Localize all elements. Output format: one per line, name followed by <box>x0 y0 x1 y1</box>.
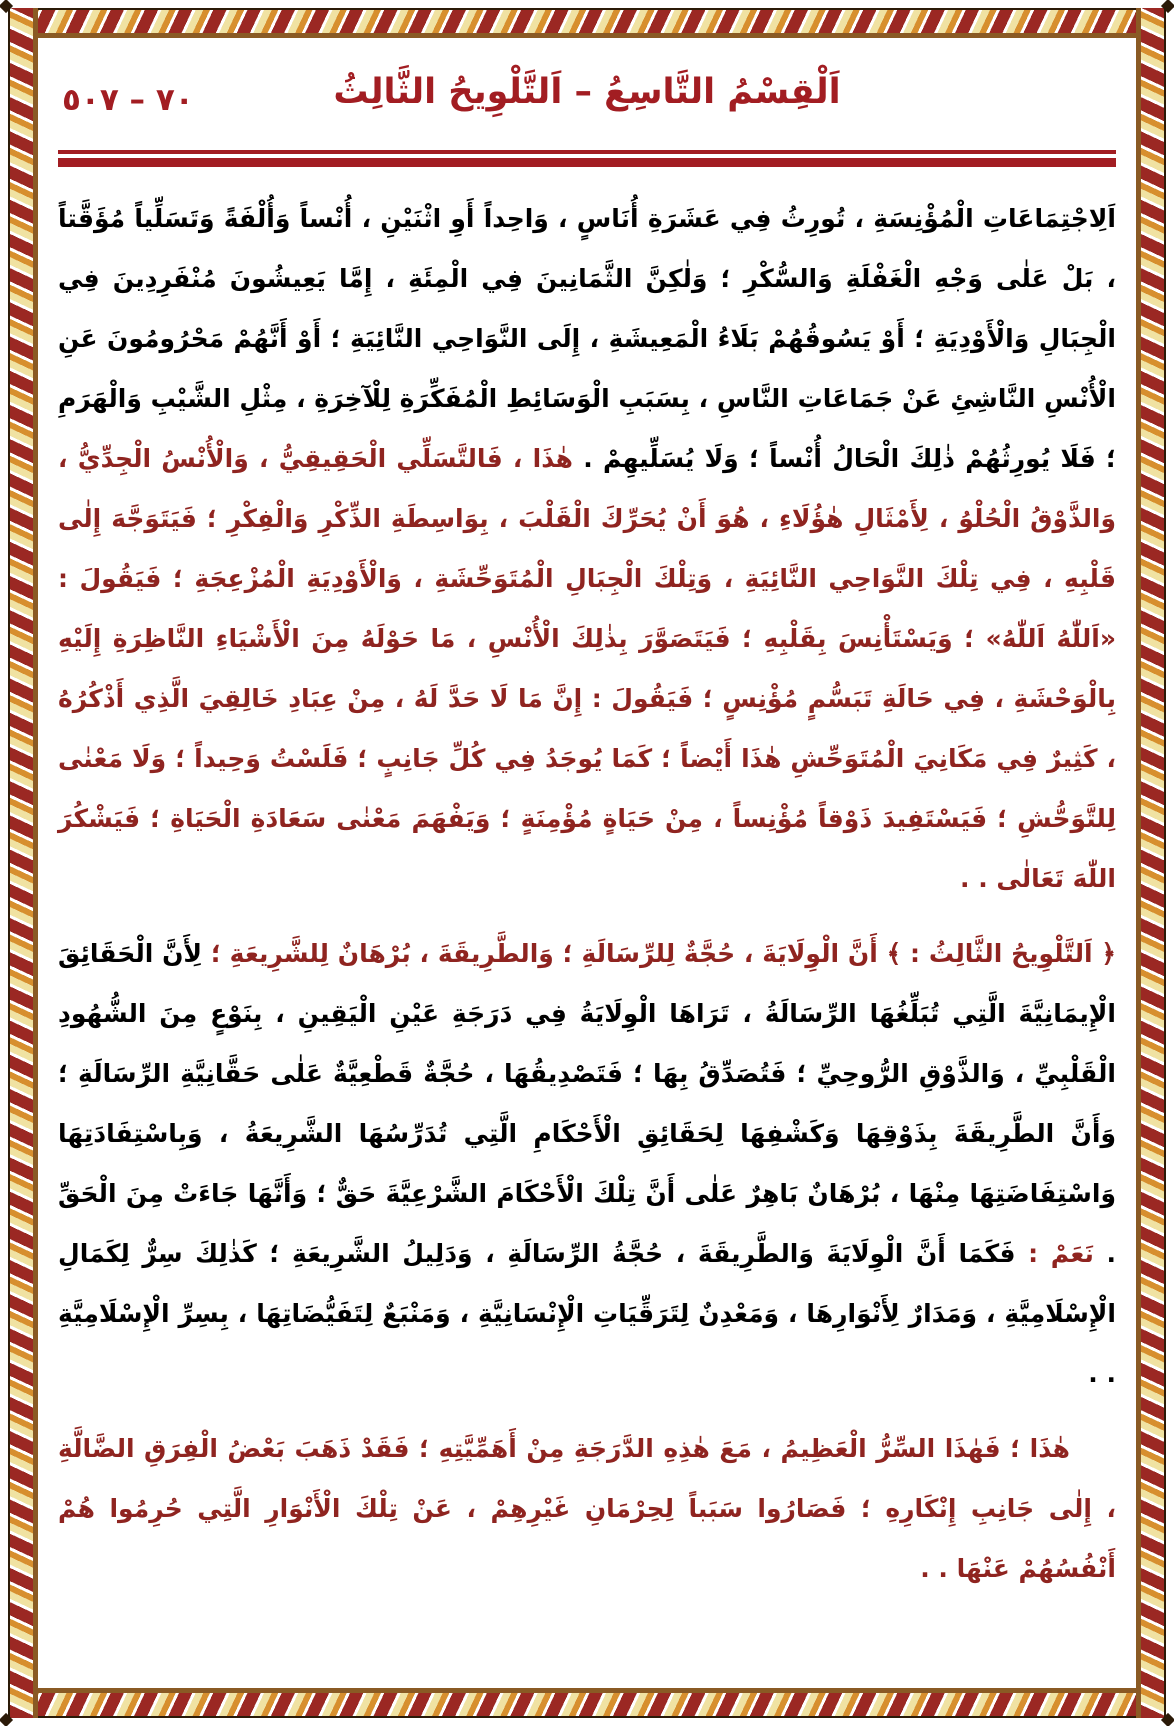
paragraph-2-heading-run: ﴿ اَلتَّلْوِيحُ الثَّالِثُ : ﴾ أَنَّ الْوِلَايَةَ ، حُجَّةٌ لِلرِّسَالَةِ ؛ وَالطَّرِيقَةَ ، بُرْهَانٌ لِلشَّرِيعَةِ ؛ <box>202 939 1116 968</box>
header-divider <box>58 150 1116 167</box>
paragraph-3 <box>58 1419 1116 1599</box>
ornamental-border-top <box>8 8 1166 38</box>
ornamental-border-right <box>1136 8 1166 1718</box>
page-header <box>58 62 1116 140</box>
ornamental-border-bottom <box>8 1688 1166 1718</box>
paragraph-3-red-run: هٰذَا ؛ فَهٰذَا السِّرُّ الْعَظِيمُ ، مَعَ هٰذِهِ الدَّرَجَةِ مِنْ أَهَمِّيَّتِهِ ؛ فَقَدْ ذَهَبَ بَعْضُ الْفِرَقِ الضَّالَّةِ ، إِلٰى جَانِبِ إِنْكَارِهِ ؛ فَصَارُوا سَبَباً لِحِرْمَانِ غَيْرِهِمْ ، عَنْ تِلْكَ الْأَنْوَارِ الَّتِي حُرِمُوا هُمْ أَنْفُسُهُمْ عَنْهَا . . <box>58 1434 1116 1583</box>
page-number: ٧٠ – ٥٠٧ <box>62 82 194 118</box>
paragraph-2 <box>58 924 1116 1404</box>
paragraph-2-naam-run: نَعَمْ : <box>1015 1239 1094 1268</box>
paragraph-1-red-run: هٰذَا ، فَالتَّسَلِّي الْحَقِيقِيُّ ، وَالْأُنْسُ الْجِدِّيُّ ، وَالذَّوْقُ الْحُلْوُ ، لِأَمْثَالِ هٰؤُلَاءِ ، هُوَ أَنْ يُحَرِّكَ الْقَلْبَ ، بِوَاسِطَةِ الذِّكْرِ وَالْفِكْرِ ؛ فَيَتَوَجَّهَ إِلٰى قَلْبِهِ ، فِي تِلْكَ النَّوَاحِي النَّائِيَةِ ، وَتِلْكَ الْجِبَالِ الْمُتَوَحِّشَةِ ، وَالْأَوْدِيَةِ الْمُزْعِجَةِ ؛ فَيَقُولَ : «اَللّٰهُ اَللّٰهُ» ؛ وَيَسْتَأْنِسَ بِقَلْبِهِ ؛ فَيَتَصَوَّرَ بِذٰلِكَ الْأُنْسِ ، مَا حَوْلَهُ مِنَ الْأَشْيَاءِ النَّاظِرَةِ إِلَيْهِ بِالْوَحْشَةِ ، فِي حَالَةِ تَبَسُّمٍ مُؤْنِسٍ ؛ فَيَقُولَ : إِنَّ مَا لَا حَدَّ لَهُ ، مِنْ عِبَادِ خَالِقِيَ الَّذِي أَذْكُرُهُ ، كَثِيرٌ فِي مَكَانِيَ الْمُتَوَحِّشِ هٰذَا أَيْضاً ؛ كَمَا يُوجَدُ فِي كُلِّ جَانِبٍ ؛ فَلَسْتُ وَحِيداً ؛ وَلَا مَعْنٰى لِلتَّوَحُّشِ ؛ فَيَسْتَفِيدَ ذَوْقاً مُؤْنِساً ، مِنْ حَيَاةٍ مُؤْمِنَةٍ ؛ وَيَفْهَمَ مَعْنٰى سَعَادَةِ الْحَيَاةِ ؛ فَيَشْكُرَ اللّٰهَ تَعَالٰى . . <box>58 444 1116 893</box>
page-content <box>58 62 1116 1680</box>
paragraph-2-black-run: لِأَنَّ الْحَقَائِقَ الْإِيمَانِيَّةَ الَّتِي تُبَلِّغُهَا الرِّسَالَةُ ، تَرَاهَا الْوِلَايَةُ فِي دَرَجَةِ عَيْنِ الْيَقِينِ ، بِنَوْعٍ مِنَ الشُّهُودِ الْقَلْبِيِّ ، وَالذَّوْقِ الرُّوحِيِّ ؛ فَتُصَدِّقُ بِهَا ؛ فَتَصْدِيقُهَا ، حُجَّةٌ قَطْعِيَّةٌ عَلٰى حَقَّانِيَّةِ الرِّسَالَةِ ؛ وَأَنَّ الطَّرِيقَةَ بِذَوْقِهَا وَكَشْفِهَا لِحَقَائِقِ الْأَحْكَامِ الَّتِي تُدَرِّسُهَا الشَّرِيعَةُ ، وَبِاسْتِفَادَتِهَا وَاسْتِفَاضَتِهَا مِنْهَا ، بُرْهَانٌ بَاهِرٌ عَلٰى أَنَّ تِلْكَ الْأَحْكَامَ الشَّرْعِيَّةَ حَقٌّ ؛ وَأَنَّهَا جَاءَتْ مِنَ الْحَقِّ . <box>58 939 1116 1268</box>
ornamental-border-left <box>8 8 38 1718</box>
paragraph-2-closing-run: فَكَمَا أَنَّ الْوِلَايَةَ وَالطَّرِيقَةَ ، حُجَّةُ الرِّسَالَةِ ، وَدَلِيلُ الشَّرِيعَةِ ؛ كَذٰلِكَ سِرٌّ لِكَمَالِ الْإِسْلَامِيَّةِ ، وَمَدَارٌ لِأَنْوَارِهَا ، وَمَعْدِنٌ لِتَرَقِّيَاتِ الْإِنْسَانِيَّةِ ، وَمَنْبَعٌ لِتَفَيُّضَاتِهَا ، بِسِرِّ الْإِسْلَامِيَّةِ . . <box>58 1239 1116 1388</box>
divider-thick-line <box>58 158 1116 167</box>
paragraph-1-black-run: اَلِاجْتِمَاعَاتِ الْمُؤْنِسَةِ ، تُورِثُ فِي عَشَرَةِ أُنَاسٍ ، وَاحِداً أَوِ اثْنَيْنِ ، أُنْساً وَأُلْفَةً وَتَسَلِّياً مُؤَقَّتاً ، بَلْ عَلٰى وَجْهِ الْغَفْلَةِ وَالسُّكْرِ ؛ وَلٰكِنَّ الثَّمَانِينَ فِي الْمِئَةِ ، إِمَّا يَعِيشُونَ مُنْفَرِدِينَ فِي الْجِبَالِ وَالْأَوْدِيَةِ ؛ أَوْ يَسُوقُهُمْ بَلَاءُ الْمَعِيشَةِ ، إِلَى النَّوَاحِي النَّائِيَةِ ؛ أَوْ أَنَّهُمْ مَحْرُومُونَ عَنِ الْأُنْسِ النَّاشِئِ عَنْ جَمَاعَاتِ النَّاسِ ، بِسَبَبِ الْوَسَائِطِ الْمُفَكِّرَةِ لِلْآخِرَةِ ، مِثْلِ الشَّيْبِ وَالْهَرَمِ ؛ فَلَا يُورِثُهُمْ ذٰلِكَ الْحَالُ أُنْساً ؛ وَلَا يُسَلِّيهِمْ . <box>58 204 1116 473</box>
body-text <box>58 189 1116 1599</box>
page-title: اَلْقِسْمُ التَّاسِعُ – اَلتَّلْوِيحُ الثَّالِثُ <box>333 72 841 112</box>
paragraph-1 <box>58 189 1116 909</box>
